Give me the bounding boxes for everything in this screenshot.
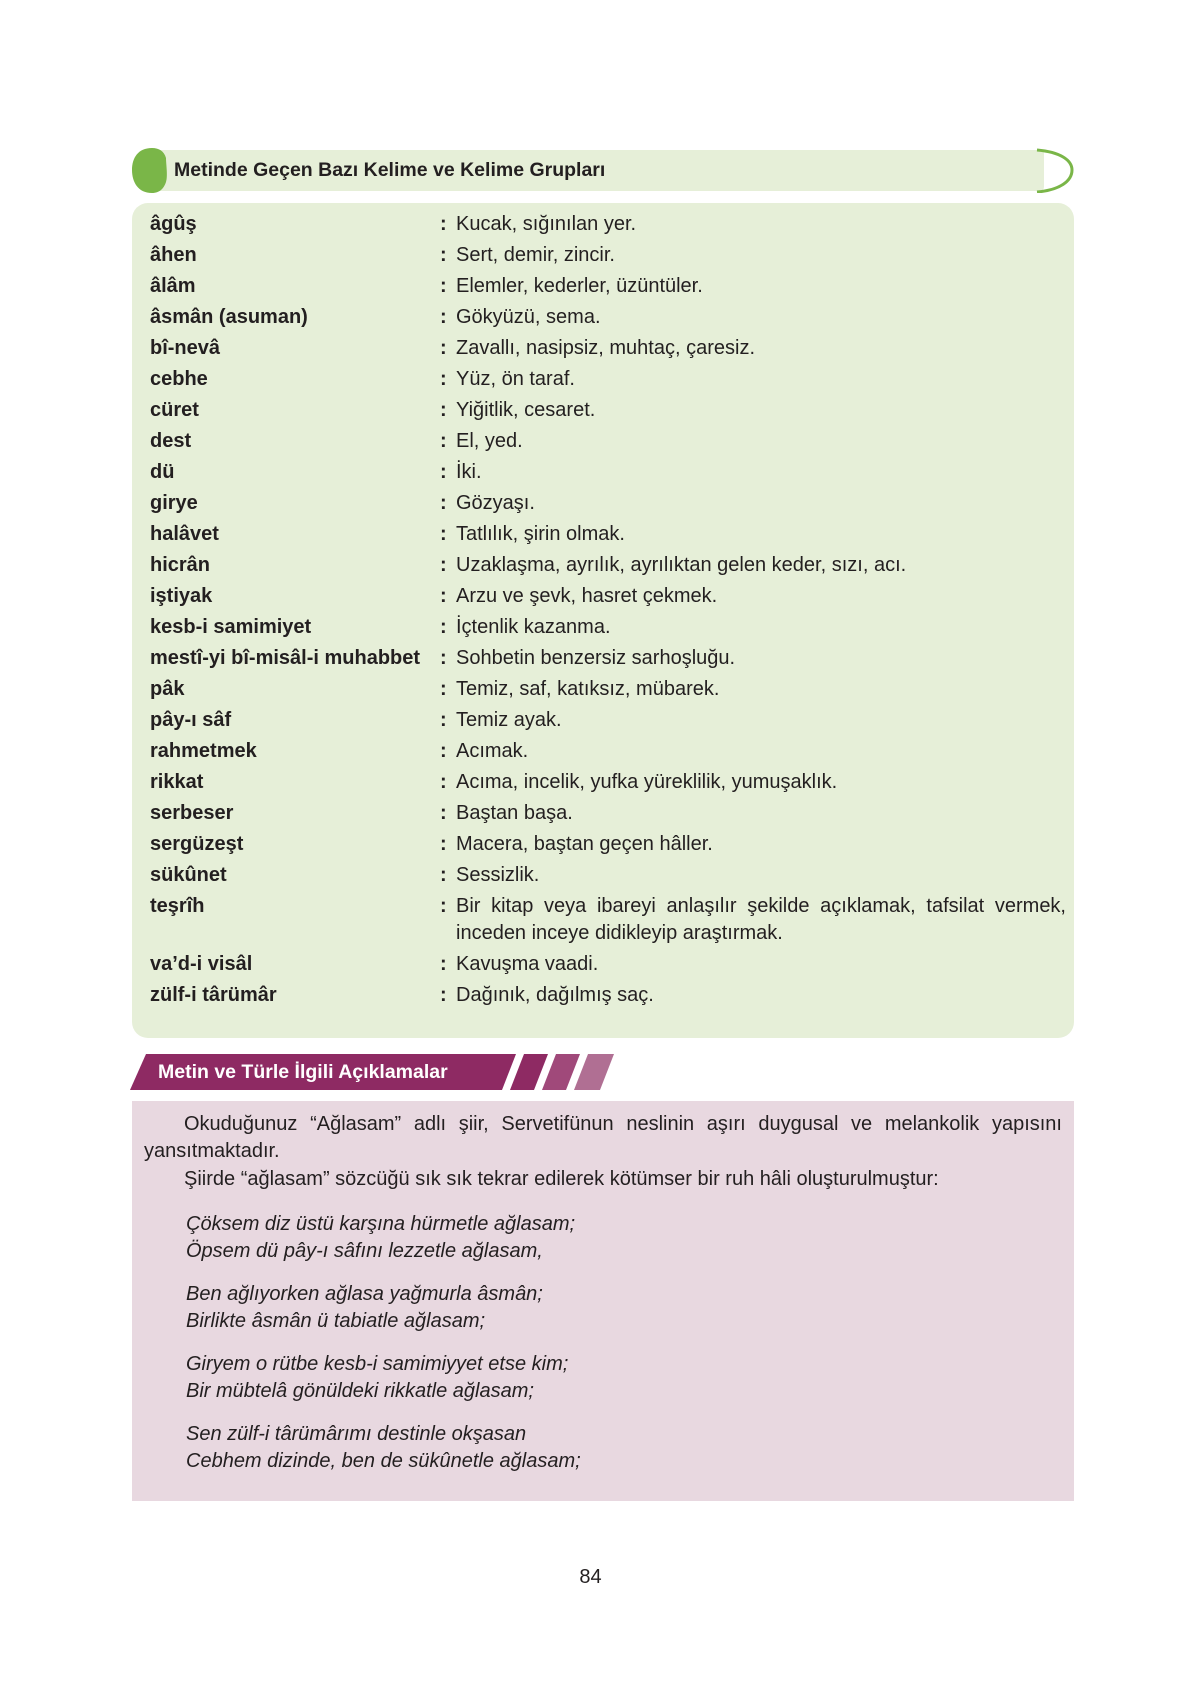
glossary-colon: :	[440, 864, 447, 886]
glossary-title: Metinde Geçen Bazı Kelime ve Kelime Grupları	[174, 159, 606, 181]
glossary-colon: :	[440, 554, 447, 576]
stripe-icon	[574, 1054, 614, 1090]
glossary-term: serbeser	[150, 802, 234, 824]
glossary-colon: :	[440, 647, 447, 669]
poem-line: Cebhem dizinde, ben de sükûnetle ağlasam;	[186, 1450, 581, 1472]
poem-line: Birlikte âsmân ü tabiatle ağlasam;	[186, 1310, 486, 1332]
explanations-header	[130, 1054, 620, 1092]
glossary-term: teşrîh	[150, 895, 205, 917]
glossary-term: zülf-i târümâr	[150, 984, 277, 1006]
poem-line: Çöksem diz üstü karşına hürmetle ağlasam;	[186, 1213, 576, 1235]
glossary-definition: Sert, demir, zincir.	[456, 244, 615, 266]
glossary-colon: :	[440, 368, 447, 390]
glossary-colon: :	[440, 833, 447, 855]
glossary-definition: El, yed.	[456, 430, 523, 452]
glossary-definition: Kavuşma vaadi.	[456, 953, 599, 975]
glossary-colon: :	[440, 430, 447, 452]
glossary-term: sergüzeşt	[150, 833, 244, 855]
glossary-colon: :	[440, 740, 447, 762]
glossary-definition: Temiz, saf, katıksız, mübarek.	[456, 678, 720, 700]
glossary-colon: :	[440, 399, 447, 421]
glossary-definition: İçtenlik kazanma.	[456, 616, 611, 638]
glossary-term: mestî-yi bî-misâl-i muhabbet	[150, 647, 421, 669]
glossary-colon: :	[440, 953, 447, 975]
stripe-icon	[510, 1054, 548, 1090]
glossary-definition: Sohbetin benzersiz sarhoşluğu.	[456, 647, 736, 669]
glossary-colon: :	[440, 461, 447, 483]
glossary-colon: :	[440, 984, 447, 1006]
glossary-term: âgûş	[150, 213, 197, 235]
glossary-term: hicrân	[150, 554, 211, 576]
glossary-colon: :	[440, 244, 447, 266]
poem-line: Giryem o rütbe kesb-i samimiyyet etse kim;	[186, 1353, 569, 1375]
glossary-colon: :	[440, 895, 447, 917]
glossary-colon: :	[440, 337, 447, 359]
explanations-title: Metin ve Türle İlgili Açıklamalar	[158, 1061, 448, 1083]
glossary-term: rahmetmek	[150, 740, 257, 762]
glossary-term: dest	[150, 430, 192, 452]
glossary-definition: Acımak.	[456, 740, 529, 762]
glossary-definition: Arzu ve şevk, hasret çekmek.	[456, 585, 718, 607]
glossary-definition: Gökyüzü, sema.	[456, 306, 601, 328]
glossary-term: pây-ı sâf	[150, 709, 232, 731]
glossary-colon: :	[440, 585, 447, 607]
glossary-definition: Gözyaşı.	[456, 492, 535, 514]
glossary-definition: Yüz, ön taraf.	[456, 368, 575, 390]
glossary-colon: :	[440, 802, 447, 824]
glossary-term: iştiyak	[150, 585, 213, 607]
paragraph-text: Okuduğunuz “Ağlasam” adlı şiir, Servetifünun neslinin aşırı duygusal ve melankolik yapısını yansıtmaktadır.	[144, 1113, 1062, 1162]
explanations-box	[132, 1101, 1074, 1501]
page-number: 84	[579, 1566, 602, 1588]
glossary-colon: :	[440, 616, 447, 638]
glossary-definition: Baştan başa.	[456, 802, 573, 824]
glossary-definition: Dağınık, dağılmış saç.	[456, 984, 654, 1006]
glossary-term: sükûnet	[150, 864, 227, 886]
glossary-definition: Elemler, kederler, üzüntüler.	[456, 275, 703, 297]
glossary-term: kesb-i samimiyet	[150, 616, 312, 638]
poem-line: Öpsem dü pây-ı sâfını lezzetle ağlasam,	[186, 1240, 543, 1262]
glossary-term: bî-nevâ	[150, 337, 221, 359]
paragraph	[144, 1111, 1062, 1165]
poem-line: Sen zülf-i târümârımı destinle okşasan	[186, 1423, 527, 1445]
poem-stanza	[186, 1281, 543, 1335]
glossary-header	[132, 148, 1074, 193]
glossary-term: cebhe	[150, 368, 208, 390]
glossary-colon: :	[440, 306, 447, 328]
glossary-term: halâvet	[150, 523, 219, 545]
poem-stanza	[186, 1421, 581, 1475]
glossary-colon: :	[440, 523, 447, 545]
glossary-colon: :	[440, 275, 447, 297]
glossary-definition: Zavallı, nasipsiz, muhtaç, çaresiz.	[456, 337, 755, 359]
glossary-term: âhen	[150, 244, 197, 266]
glossary-colon: :	[440, 213, 447, 235]
glossary-definition: Macera, baştan geçen hâller.	[456, 833, 713, 855]
glossary-term: pâk	[150, 678, 185, 700]
glossary-colon: :	[440, 492, 447, 514]
glossary-term: girye	[150, 492, 198, 514]
glossary-term: va’d-i visâl	[150, 953, 253, 975]
glossary-term: âlâm	[150, 275, 196, 297]
glossary-term: rikkat	[150, 771, 204, 793]
glossary-colon: :	[440, 771, 447, 793]
glossary-definition: Bir kitap veya ibareyi anlaşılır şekilde açıklamak, tafsilat vermek, inceden inceye didikleyip araştırmak.	[456, 895, 1066, 944]
paragraph	[144, 1166, 1062, 1193]
glossary-term: âsmân (asuman)	[150, 306, 308, 328]
poem-line: Bir mübtelâ gönüldeki rikkatle ağlasam;	[186, 1380, 534, 1402]
glossary-term: cüret	[150, 399, 199, 421]
glossary-definition: Acıma, incelik, yufka yüreklilik, yumuşaklık.	[456, 771, 838, 793]
glossary-definition: Yiğitlik, cesaret.	[456, 399, 596, 421]
glossary-definition: Kucak, sığınılan yer.	[456, 213, 637, 235]
glossary-colon: :	[440, 678, 447, 700]
paragraph-text: Şiirde “ağlasam” sözcüğü sık sık tekrar edilerek kötümser bir ruh hâli oluşturulmuştur:	[184, 1168, 939, 1190]
stripe-icon	[542, 1054, 580, 1090]
poem-stanza	[186, 1351, 568, 1405]
glossary-definition: Sessizlik.	[456, 864, 540, 886]
glossary-definition: Tatlılık, şirin olmak.	[456, 523, 625, 545]
glossary-box	[132, 203, 1074, 1038]
poem-stanza	[186, 1211, 575, 1265]
glossary-term: dü	[150, 461, 175, 483]
glossary-definition: İki.	[456, 461, 482, 483]
poem-line: Ben ağlıyorken ağlasa yağmurla âsmân;	[186, 1283, 543, 1305]
glossary-definition: Uzaklaşma, ayrılık, ayrılıktan gelen keder, sızı, acı.	[456, 554, 907, 576]
leaf-icon	[132, 148, 167, 193]
glossary-definition: Temiz ayak.	[456, 709, 562, 731]
glossary-colon: :	[440, 709, 447, 731]
